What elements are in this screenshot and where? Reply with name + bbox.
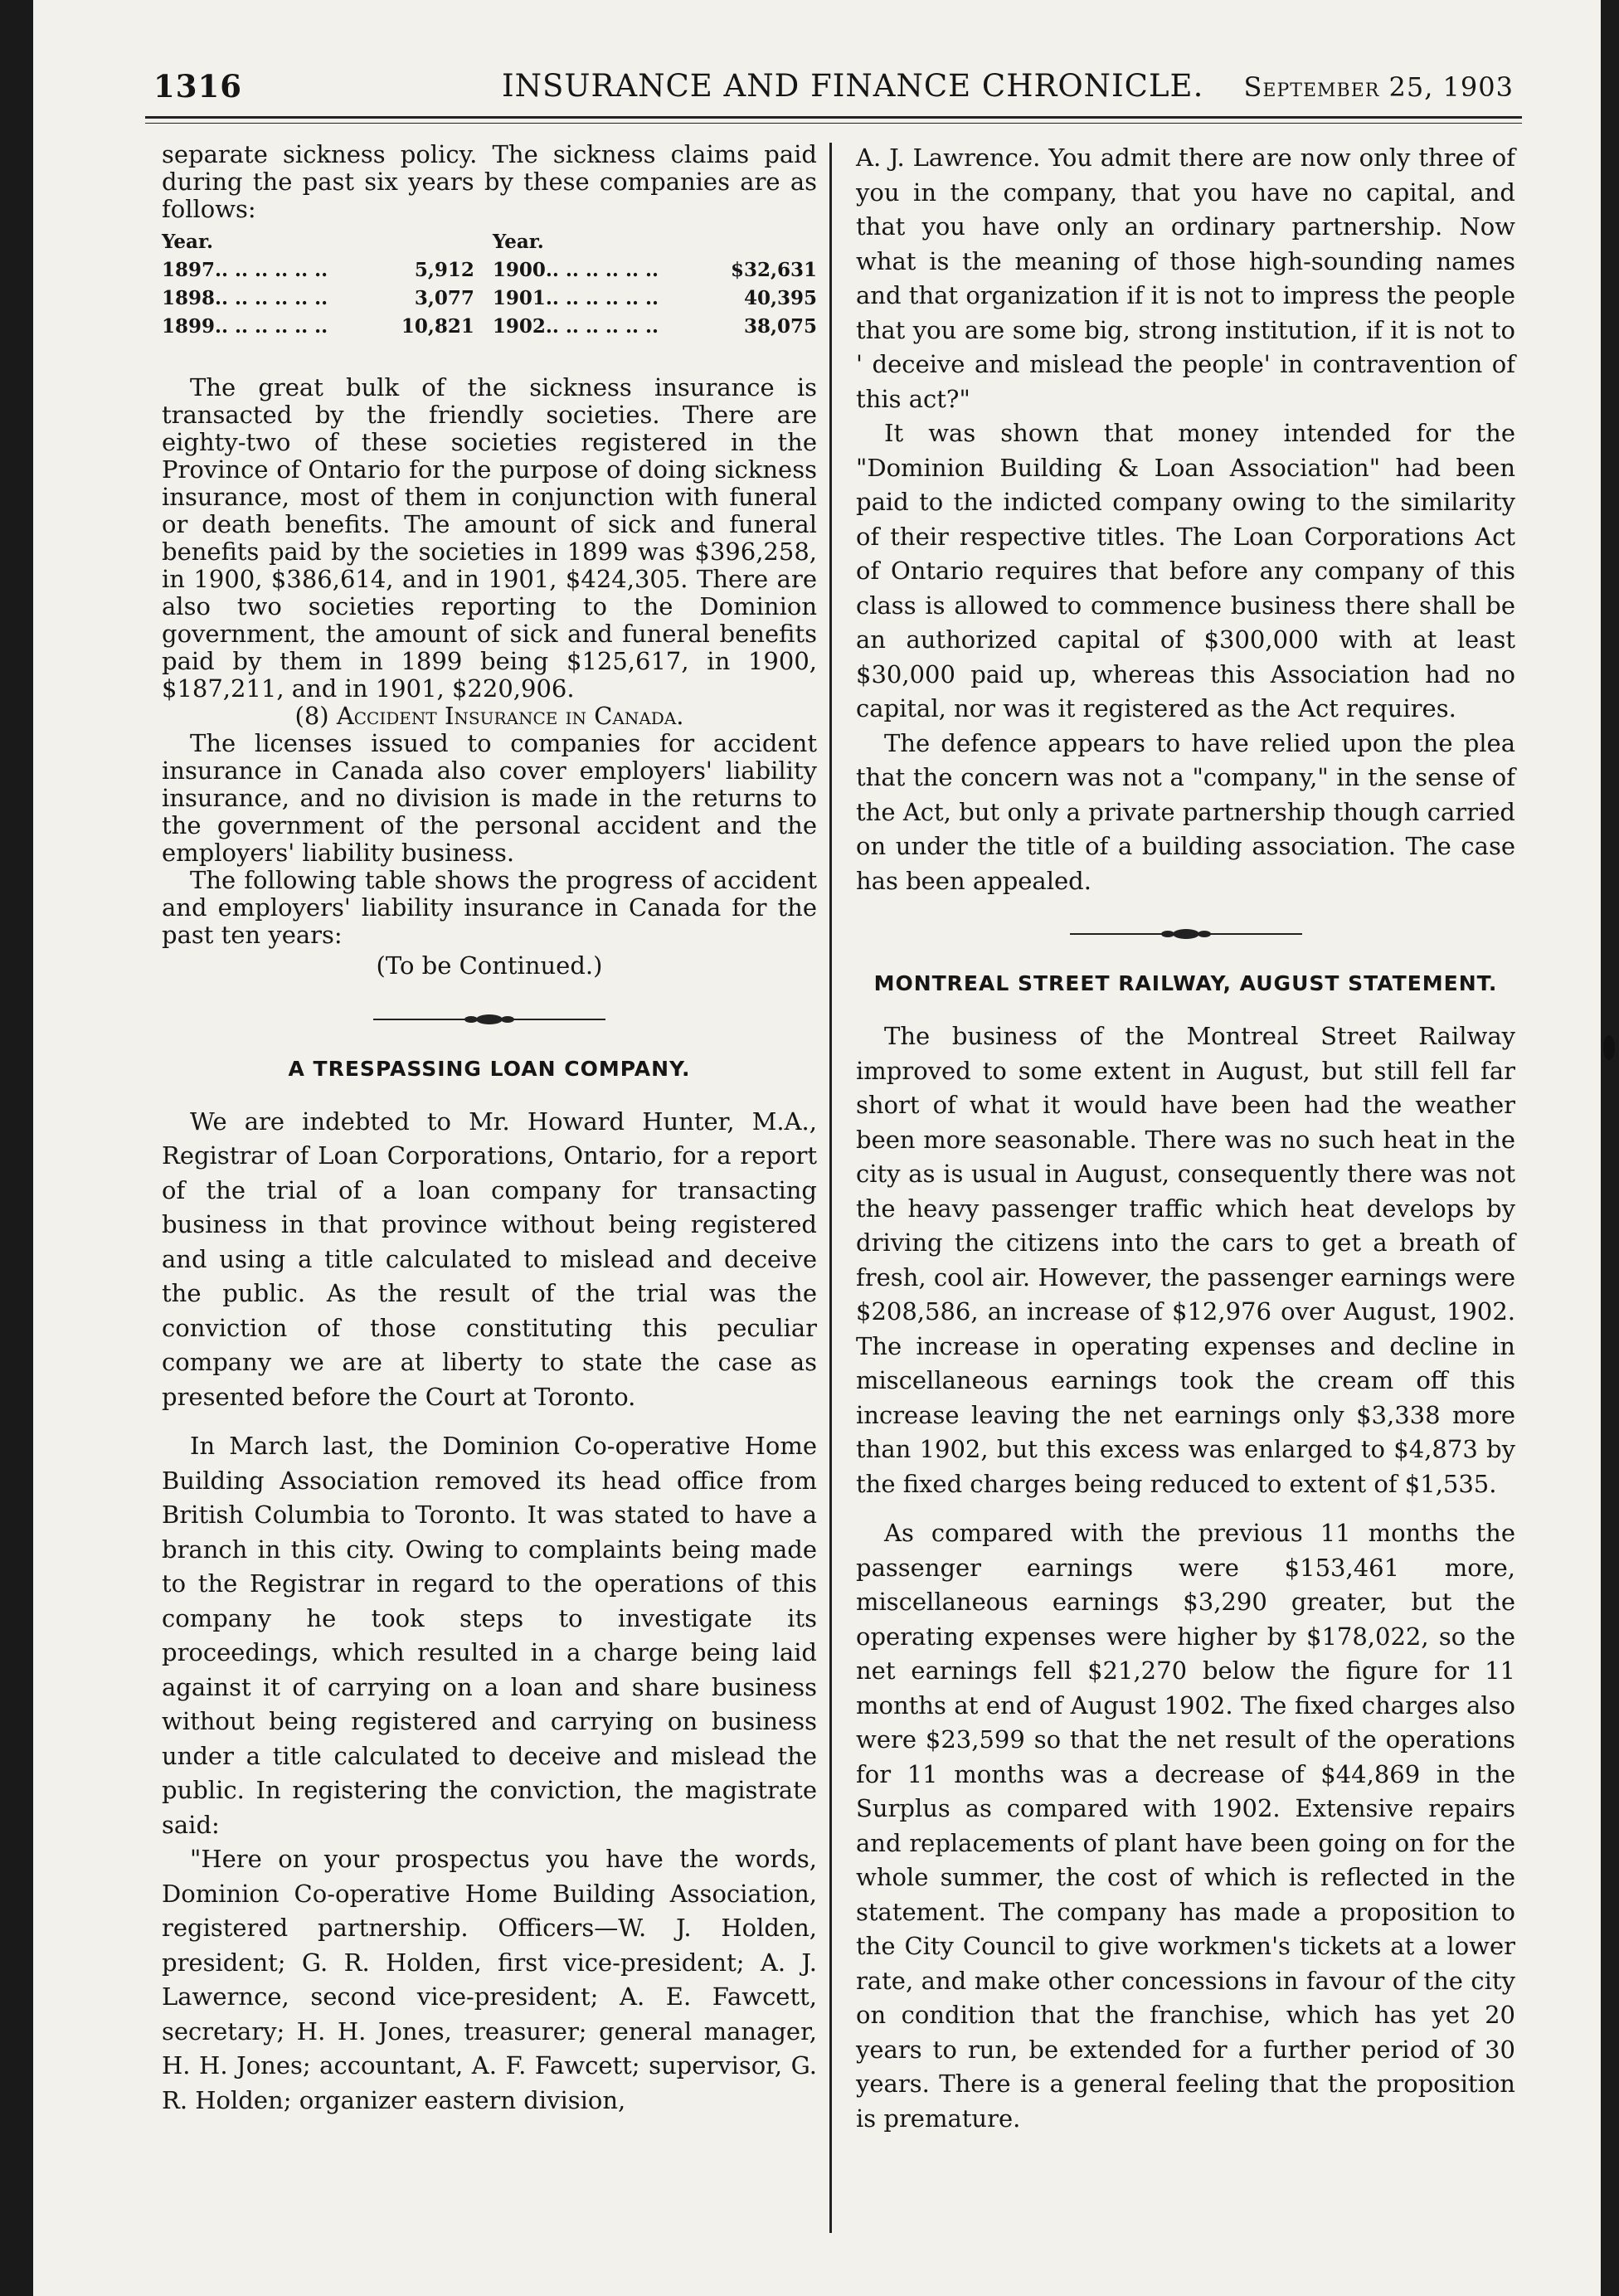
table-cell: 1900.. .. .. .. .. .. [492,259,659,281]
paragraph: In March last, the Dominion Co-operative Home Building Association removed its head office from British Columbia to Toronto. It was stated to have a branch in this city. Owing to complaints being made to the Registrar in regard to the operations of this company he took steps to investigate its proceedings, which resulted in a charge being laid against it of carrying on a loan and share business without being registered and carrying on business under a title calculated to deceive and mislead the public. In registering the conviction, the magistrate said: [162,1432,817,1839]
binding-mark [1603,1035,1615,1060]
issue-date: September 25, 1903 [1243,71,1514,103]
article-headline: A TRESPASSING LOAN COMPANY. [288,1056,691,1081]
table-row [162,256,817,285]
table-cell: $32,631 [730,259,817,281]
right-column [856,141,1515,2136]
table-cell: 10,821 [401,315,474,338]
paragraph: "Here on your prospectus you have the words, Dominion Co-operative Home Building Association, registered partnership. Officers—W. J. Holden, president; G. R. Holden, first vice-president; A. J. Lawernce, second vice-president; A. E. Fawcett, secretary; H. H. Jones, treasurer; general manager, H. H. Jones; accountant, A. F. Fawcett; supervisor, G. R. Holden; organizer eastern division, [162,1845,817,2114]
paragraph: The defence appears to have relied upon the plea that the concern was not a "company," in the sense of the Act, but only a private partnership though carried on under the title of a building association. The case has been appealed. [856,728,1515,895]
section-subheading: (8) Accident Insurance in Canada. [294,702,684,730]
table-cell: 3,077 [414,287,474,309]
table-cell: 40,395 [743,287,817,309]
publication-title: INSURANCE AND FINANCE CHRONICLE. [502,68,1204,104]
ornament-divider-icon [1070,928,1302,940]
paragraph: A. J. Lawrence. You admit there are now only three of you in the company, that you have no capital, and that you have only an ordinary partnership. Now what is the meaning of those high-sounding names and that organization if it is not to impress the people that you are some big, strong institution, if it is not to ' deceive and mislead the people' in contravention of this act?" [856,144,1515,413]
table-header: Year. [162,231,213,253]
left-column [162,141,817,2118]
paragraph: The following table shows the progress of accident and employers' liability insurance in Canada for the past ten years: [162,866,817,949]
page-number: 1316 [153,68,242,105]
sickness-claims-table [162,228,817,341]
column-divider [829,143,832,2233]
table-row [162,313,817,341]
paragraph: It was shown that money intended for the "Dominion Building & Loan Association" had been paid to the indicted company owing to the similarity of their respective titles. The Loan Corporations Act of Ontario requires that before any company of this class is allowed to commence business there shall be an authorized capital of $300,000 with at least $30,000 paid up, whereas this Association had no capital, nor was it registered as the Act requires. [856,419,1515,722]
paragraph: We are indebted to Mr. Howard Hunter, M.A., Registrar of Loan Corporations, Ontario, for a report of the trial of a loan company for transacting business in that province without being registered and using a title calculated to mislead and deceive the public. As the result of the trial was the conviction of those constituting this peculiar company we are at liberty to state the case as presented before the Court at Toronto. [162,1107,817,1411]
table-cell: 1898.. .. .. .. .. .. [162,287,328,309]
table-header-row [162,228,817,256]
table-cell: 1901.. .. .. .. .. .. [492,287,659,309]
header-rule [145,116,1522,119]
table-header: Year. [492,231,544,253]
paragraph: The business of the Montreal Street Railway improved to some extent in August, but still fell far short of what it would have been had the weather been more seasonable. There was no such heat in the city as is usual in August, consequently there was not the heavy passenger traffic which heat develops by driving the citizens into the cars to get a breath of fresh, cool air. However, the passenger earnings were $208,586, an increase of $12,976 over August, 1902. The increase in operating expenses and decline in miscellaneous earnings took the cream off this increase leaving the net earnings only $3,338 more than 1902, but this excess was enlarged to $4,873 by the fixed charges being reduced to extent of $1,535. [856,1022,1515,1498]
newspaper-page [33,0,1601,2296]
paragraph: As compared with the previous 11 months the passenger earnings were $153,461 more, miscellaneous earnings $3,290 greater, but the operating expenses were higher by $178,022, so the net earnings fell $21,270 below the figure for 11 months at end of August 1902. The fixed charges also were $23,599 so that the net result of the operations for 11 months was a decrease of $44,869 in the Surplus as compared with 1902. Extensive repairs and replacements of plant have been going on for the whole summer, the cost of which is reflected in the statement. The company has made a proposition to the City Council to give workmen's tickets at a lower rate, and make other concessions in favour of the city on condition that the franchise, which has yet 20 years to run, be extended for a further period of 30 years. There is a general feeling that the proposition is premature. [856,1519,1515,2133]
continued-note: (To be Continued.) [376,951,603,980]
page-header [153,68,1514,109]
table-cell: 5,912 [414,259,474,281]
table-cell: 38,075 [743,315,817,338]
table-cell: 1897.. .. .. .. .. .. [162,259,328,281]
header-rule-thin [145,123,1522,124]
table-row [162,285,817,313]
table-cell: 1902.. .. .. .. .. .. [492,315,659,338]
article-headline: MONTREAL STREET RAILWAY, AUGUST STATEMENT. [873,971,1498,995]
ornament-divider-icon [373,1014,605,1025]
paragraph: The great bulk of the sickness insurance is transacted by the friendly societies. There are eighty-two of these societies registered in the Province of Ontario for the purpose of doing sickness insurance, most of them in conjunction with funeral or death benefits. The amount of sick and funeral benefits paid by the societies in 1899 was $396,258, in 1900, $386,614, and in 1901, $424,305. There are also two societies reporting to the Dominion government, the amount of sick and funeral benefits paid by them in 1899 being $125,617, in 1900, $187,211, and in 1901, $220,906. [162,373,817,703]
table-cell: 1899.. .. .. .. .. .. [162,315,328,338]
paragraph: separate sickness policy. The sickness claims paid during the past six years by these companies are as follows: [162,140,817,223]
paragraph: The licenses issued to companies for accident insurance in Canada also cover employers' liability insurance, and no division is made in the returns to the government of the personal accident and the employers' liability business. [162,729,817,867]
